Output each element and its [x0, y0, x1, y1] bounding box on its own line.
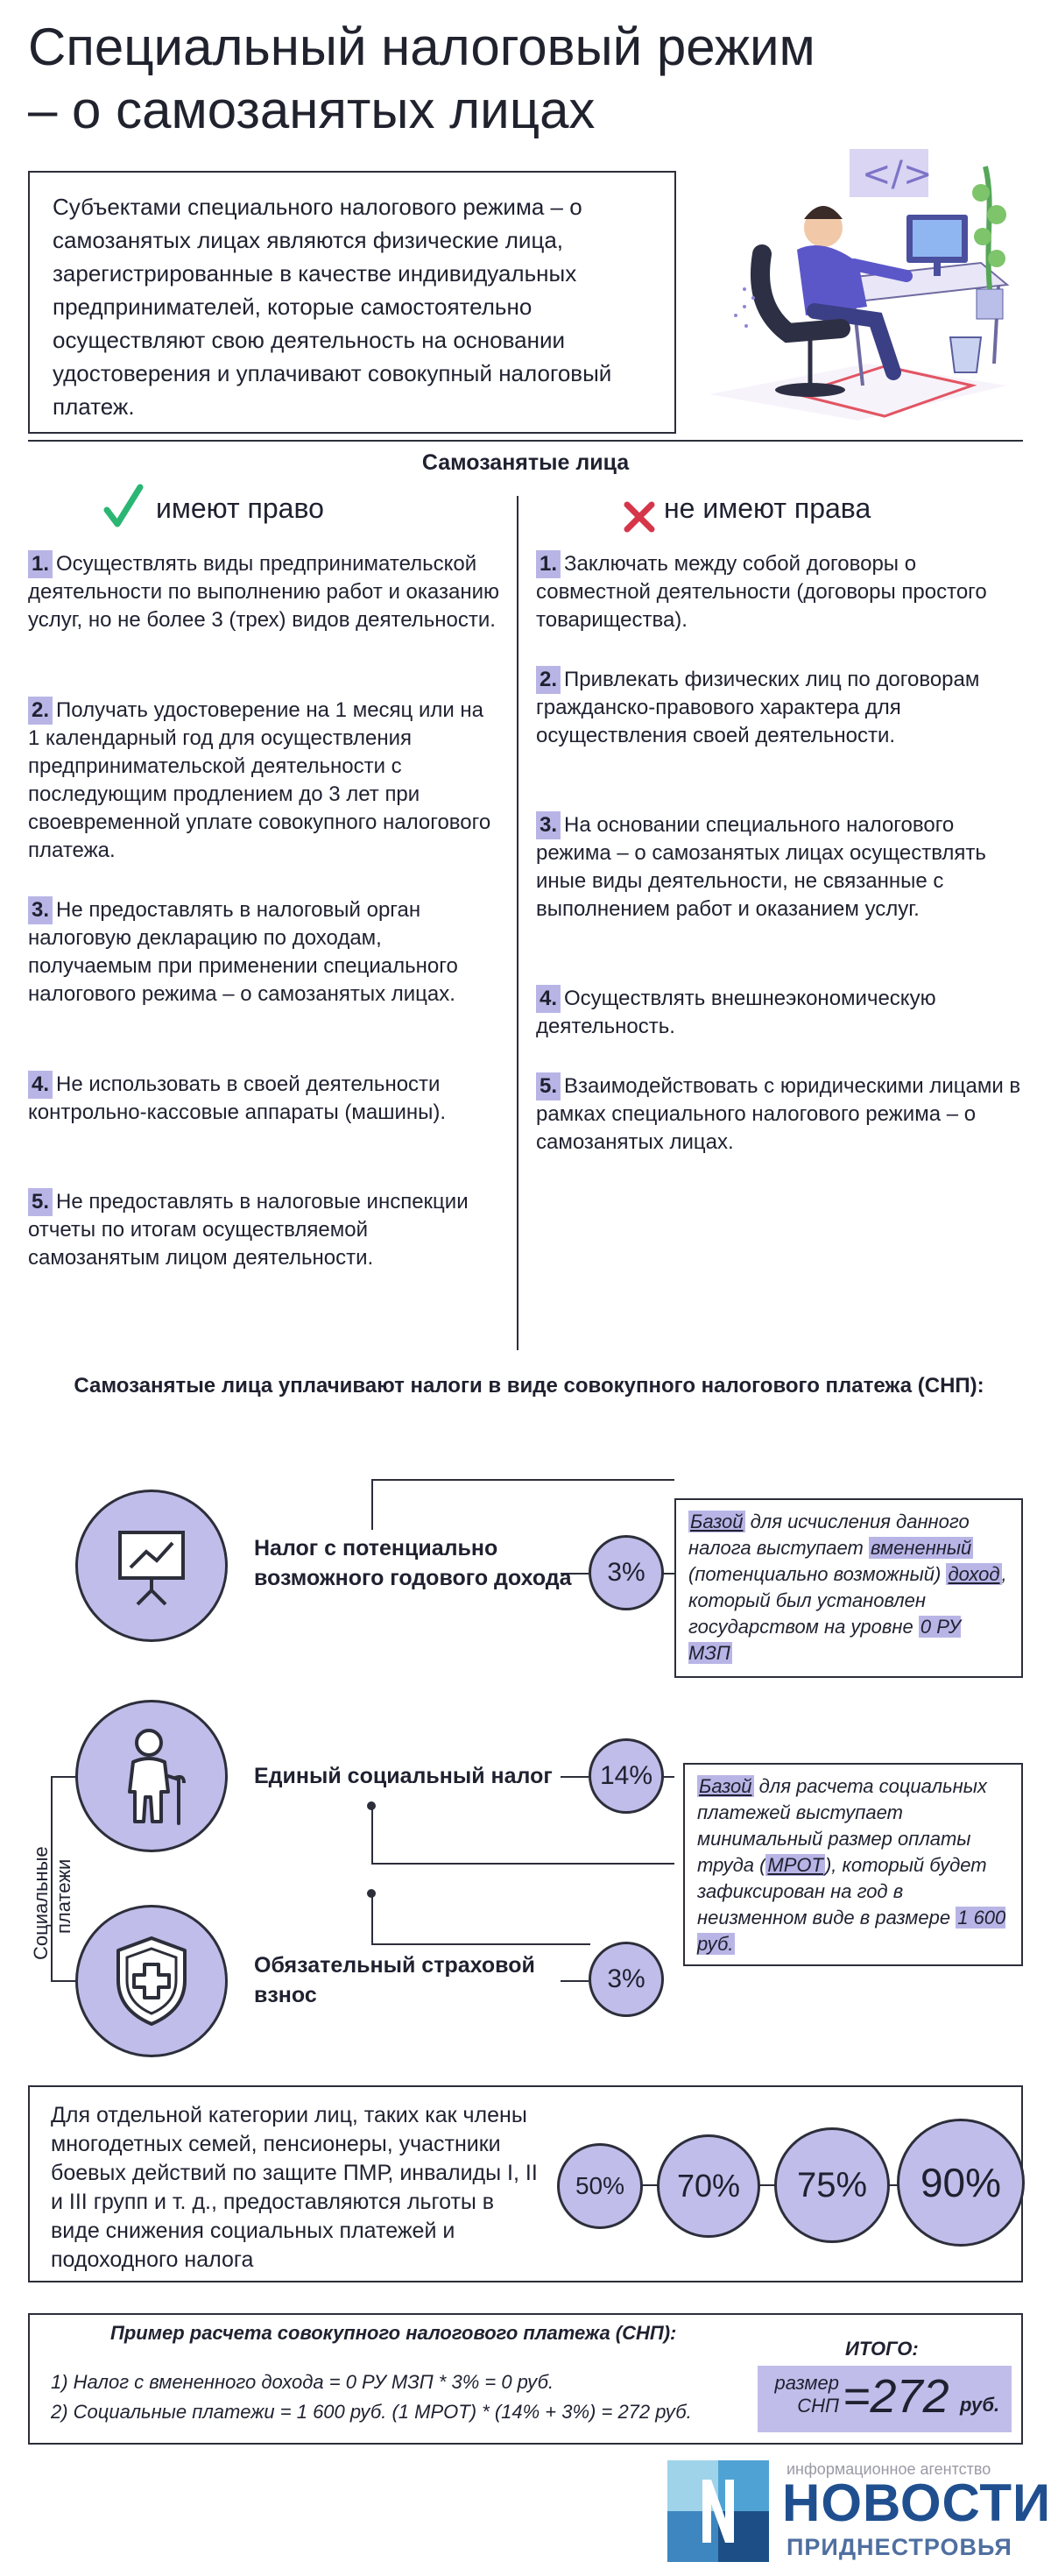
- note-highlight: 0 РУ МЗП: [688, 1616, 961, 1664]
- intro-box: [28, 171, 676, 434]
- tax-rate-2: 14%: [589, 1738, 664, 1814]
- benefits-text: Для отдельной категории лиц, таких как члены многодетных семей, пенсионеры, участники боевых действий по защите ПМР, инвалиды I, II и III групп и т. д., предоставляются льготы в виде снижения социальных платежей и подоходного налога: [51, 2103, 538, 2272]
- check-icon: [103, 484, 144, 529]
- item-number: 1.: [28, 550, 53, 578]
- right-item-4: [536, 985, 1023, 1041]
- connector-dot: [367, 1889, 376, 1898]
- item-text: Заключать между собой договоры о совместной деятельности (договоры простого товарищества).: [536, 552, 987, 632]
- base-note-2: [683, 1763, 1023, 1966]
- item-text: Привлекать физических лиц по договорам гражданско-правового характера для осуществления своей деятельности.: [536, 668, 980, 747]
- note-text: ), который будет зафиксирован на год в неизменном виде в размере: [697, 1854, 987, 1928]
- item-text: Не предоставлять в налоговый орган налоговую декларацию по доходам, получаемым при применении специального налогового режима – о самозанятых лицах.: [28, 898, 458, 1006]
- snp-title: Самозанятые лица уплачивают налоги в виде совокупного налогового платежа (СНП):: [74, 1374, 984, 1398]
- right-item-3: [536, 811, 1023, 924]
- connector: [662, 1776, 674, 1778]
- total-prefix: размер СНП: [774, 2372, 839, 2417]
- section-label: Самозанятые лица: [421, 450, 630, 475]
- item-number: 1.: [536, 550, 561, 578]
- example-line-1: 1) Налог с вмененного дохода = 0 РУ МЗП * 3% = 0 руб.: [51, 2371, 554, 2393]
- note-text: , который был установлен государством на уровне: [688, 1563, 1007, 1638]
- social-label-line2: платежи: [53, 1858, 74, 1934]
- right-column-heading: не имеют права: [664, 492, 871, 524]
- item-number: 5.: [536, 1072, 561, 1100]
- item-number: 4.: [536, 985, 561, 1013]
- item-number: 2.: [28, 697, 53, 725]
- tax-name-3: Обязательный страховой взнос: [254, 1953, 535, 2007]
- total-label: ИТОГО:: [845, 2338, 919, 2360]
- cross-icon: [622, 499, 657, 534]
- example-title: Пример расчета совокупного налогового платежа (СНП):: [110, 2322, 677, 2344]
- page-title: Специальный налоговый режим – о самозанятых лицах: [28, 18, 815, 139]
- item-text: Осуществлять внешнеэкономическую деятельность.: [536, 987, 936, 1038]
- benefit-rate-75: 75%: [774, 2127, 890, 2243]
- item-number: 3.: [536, 811, 561, 839]
- tax-rate-3: 3%: [589, 1942, 664, 2017]
- right-item-5: [536, 1072, 1023, 1157]
- column-divider: [517, 496, 518, 1350]
- item-number: 4.: [28, 1071, 53, 1099]
- item-text: Получать удостоверение на 1 месяц или на 1 календарный год для осуществления предпринимательской деятельности с последующим продлением до 3 лет при своевременной уплате совокупного налогового платежа.: [28, 698, 491, 862]
- item-number: 3.: [28, 896, 53, 924]
- logo-icon: [667, 2460, 769, 2562]
- right-item-2: [536, 666, 1023, 750]
- connector: [371, 1805, 373, 1865]
- note-highlight: 1 600 руб.: [697, 1907, 1006, 1955]
- base-note-1: [674, 1498, 1023, 1678]
- total-value: =272: [843, 2370, 949, 2423]
- svg-text:</>: </>: [862, 154, 933, 195]
- note-highlight: МРОТ: [767, 1854, 823, 1876]
- benefit-rate-70: 70%: [657, 2134, 760, 2238]
- left-item-3: [28, 896, 501, 1008]
- social-label-line1: Социальные: [30, 1846, 52, 1960]
- logo-tagline: ПРИДНЕСТРОВЬЯ: [786, 2534, 1012, 2560]
- chart-easel-icon: [75, 1490, 228, 1642]
- logo-subtitle: информационное агентство: [786, 2460, 991, 2478]
- tax-name-1: Налог с потенциально возможного годового дохода: [254, 1536, 572, 1590]
- connector: [371, 1479, 373, 1530]
- benefit-rate-90: 90%: [897, 2119, 1025, 2247]
- connector-dot: [367, 1801, 376, 1810]
- note-highlight: Базой: [690, 1511, 744, 1532]
- item-number: 2.: [536, 666, 561, 694]
- benefit-rate-50: 50%: [557, 2143, 643, 2229]
- example-line-2: 2) Социальные платежи = 1 600 руб. (1 МРОТ) * (14% + 3%) = 272 руб.: [51, 2401, 692, 2423]
- intro-text: Субъектами специального налогового режима – о самозанятых лицах являются физические лица, зарегистрированные в качестве индивидуальных предпринимателей, которые самостоятельно осуществляют свою деятельность на основании удостоверения и уплачивают совокупный налоговый платеж.: [53, 194, 612, 420]
- note-text: для исчисления данного налога выступает: [688, 1511, 970, 1559]
- social-payments-label: [12, 1809, 91, 1967]
- tax-name-2: Единый социальный налог: [254, 1764, 553, 1788]
- note-text: для расчета социальных платежей выступает минимальный размер оплаты труда (: [697, 1775, 987, 1876]
- right-item-1: [536, 550, 1023, 634]
- item-number: 5.: [28, 1188, 53, 1216]
- item-text: Не предоставлять в налоговые инспекции отчеты по итогам осуществляемой самозанятым лицом деятельности.: [28, 1190, 469, 1270]
- svg-text:Социальные платежи: [30, 1841, 74, 1960]
- item-text: На основании специального налогового режима – о самозанятых лицах осуществлять иные виды деятельности, не связанные с выполнением работ и оказанием услуг.: [536, 813, 986, 921]
- connector: [371, 1893, 373, 1943]
- connector: [662, 1573, 674, 1575]
- total-unit: руб.: [960, 2394, 1000, 2416]
- shield-medical-cross-icon: [75, 1905, 228, 2057]
- logo-title: НОВОСТИ: [782, 2473, 1051, 2532]
- connector: [371, 1863, 674, 1865]
- left-item-2: [28, 697, 501, 865]
- item-text: Взаимодействовать с юридическими лицами в рамках специального налогового режима – о самозанятых лицах.: [536, 1074, 1021, 1154]
- left-item-1: [28, 550, 501, 634]
- self-employed-illustration: [692, 131, 1033, 438]
- connector: [371, 1943, 590, 1945]
- item-text: Осуществлять виды предпринимательской деятельности по выполнению работ и оказанию услуг, но не более 3 (трех) видов деятельности.: [28, 552, 500, 632]
- tax-rate-1: 3%: [589, 1535, 664, 1610]
- note-text: (потенциально возможный): [688, 1563, 947, 1585]
- note-highlight: доход: [948, 1563, 1000, 1585]
- section-rule: [28, 440, 1023, 442]
- note-highlight: вмененный: [870, 1537, 972, 1559]
- elderly-person-icon: [75, 1700, 228, 1852]
- left-column-heading: имеют право: [156, 492, 324, 524]
- left-item-4: [28, 1071, 501, 1127]
- connector: [371, 1479, 674, 1481]
- left-item-5: [28, 1188, 501, 1272]
- connector: [561, 1980, 589, 1982]
- item-text: Не использовать в своей деятельности контрольно-кассовые аппараты (машины).: [28, 1072, 447, 1124]
- note-highlight: Базой: [699, 1775, 752, 1797]
